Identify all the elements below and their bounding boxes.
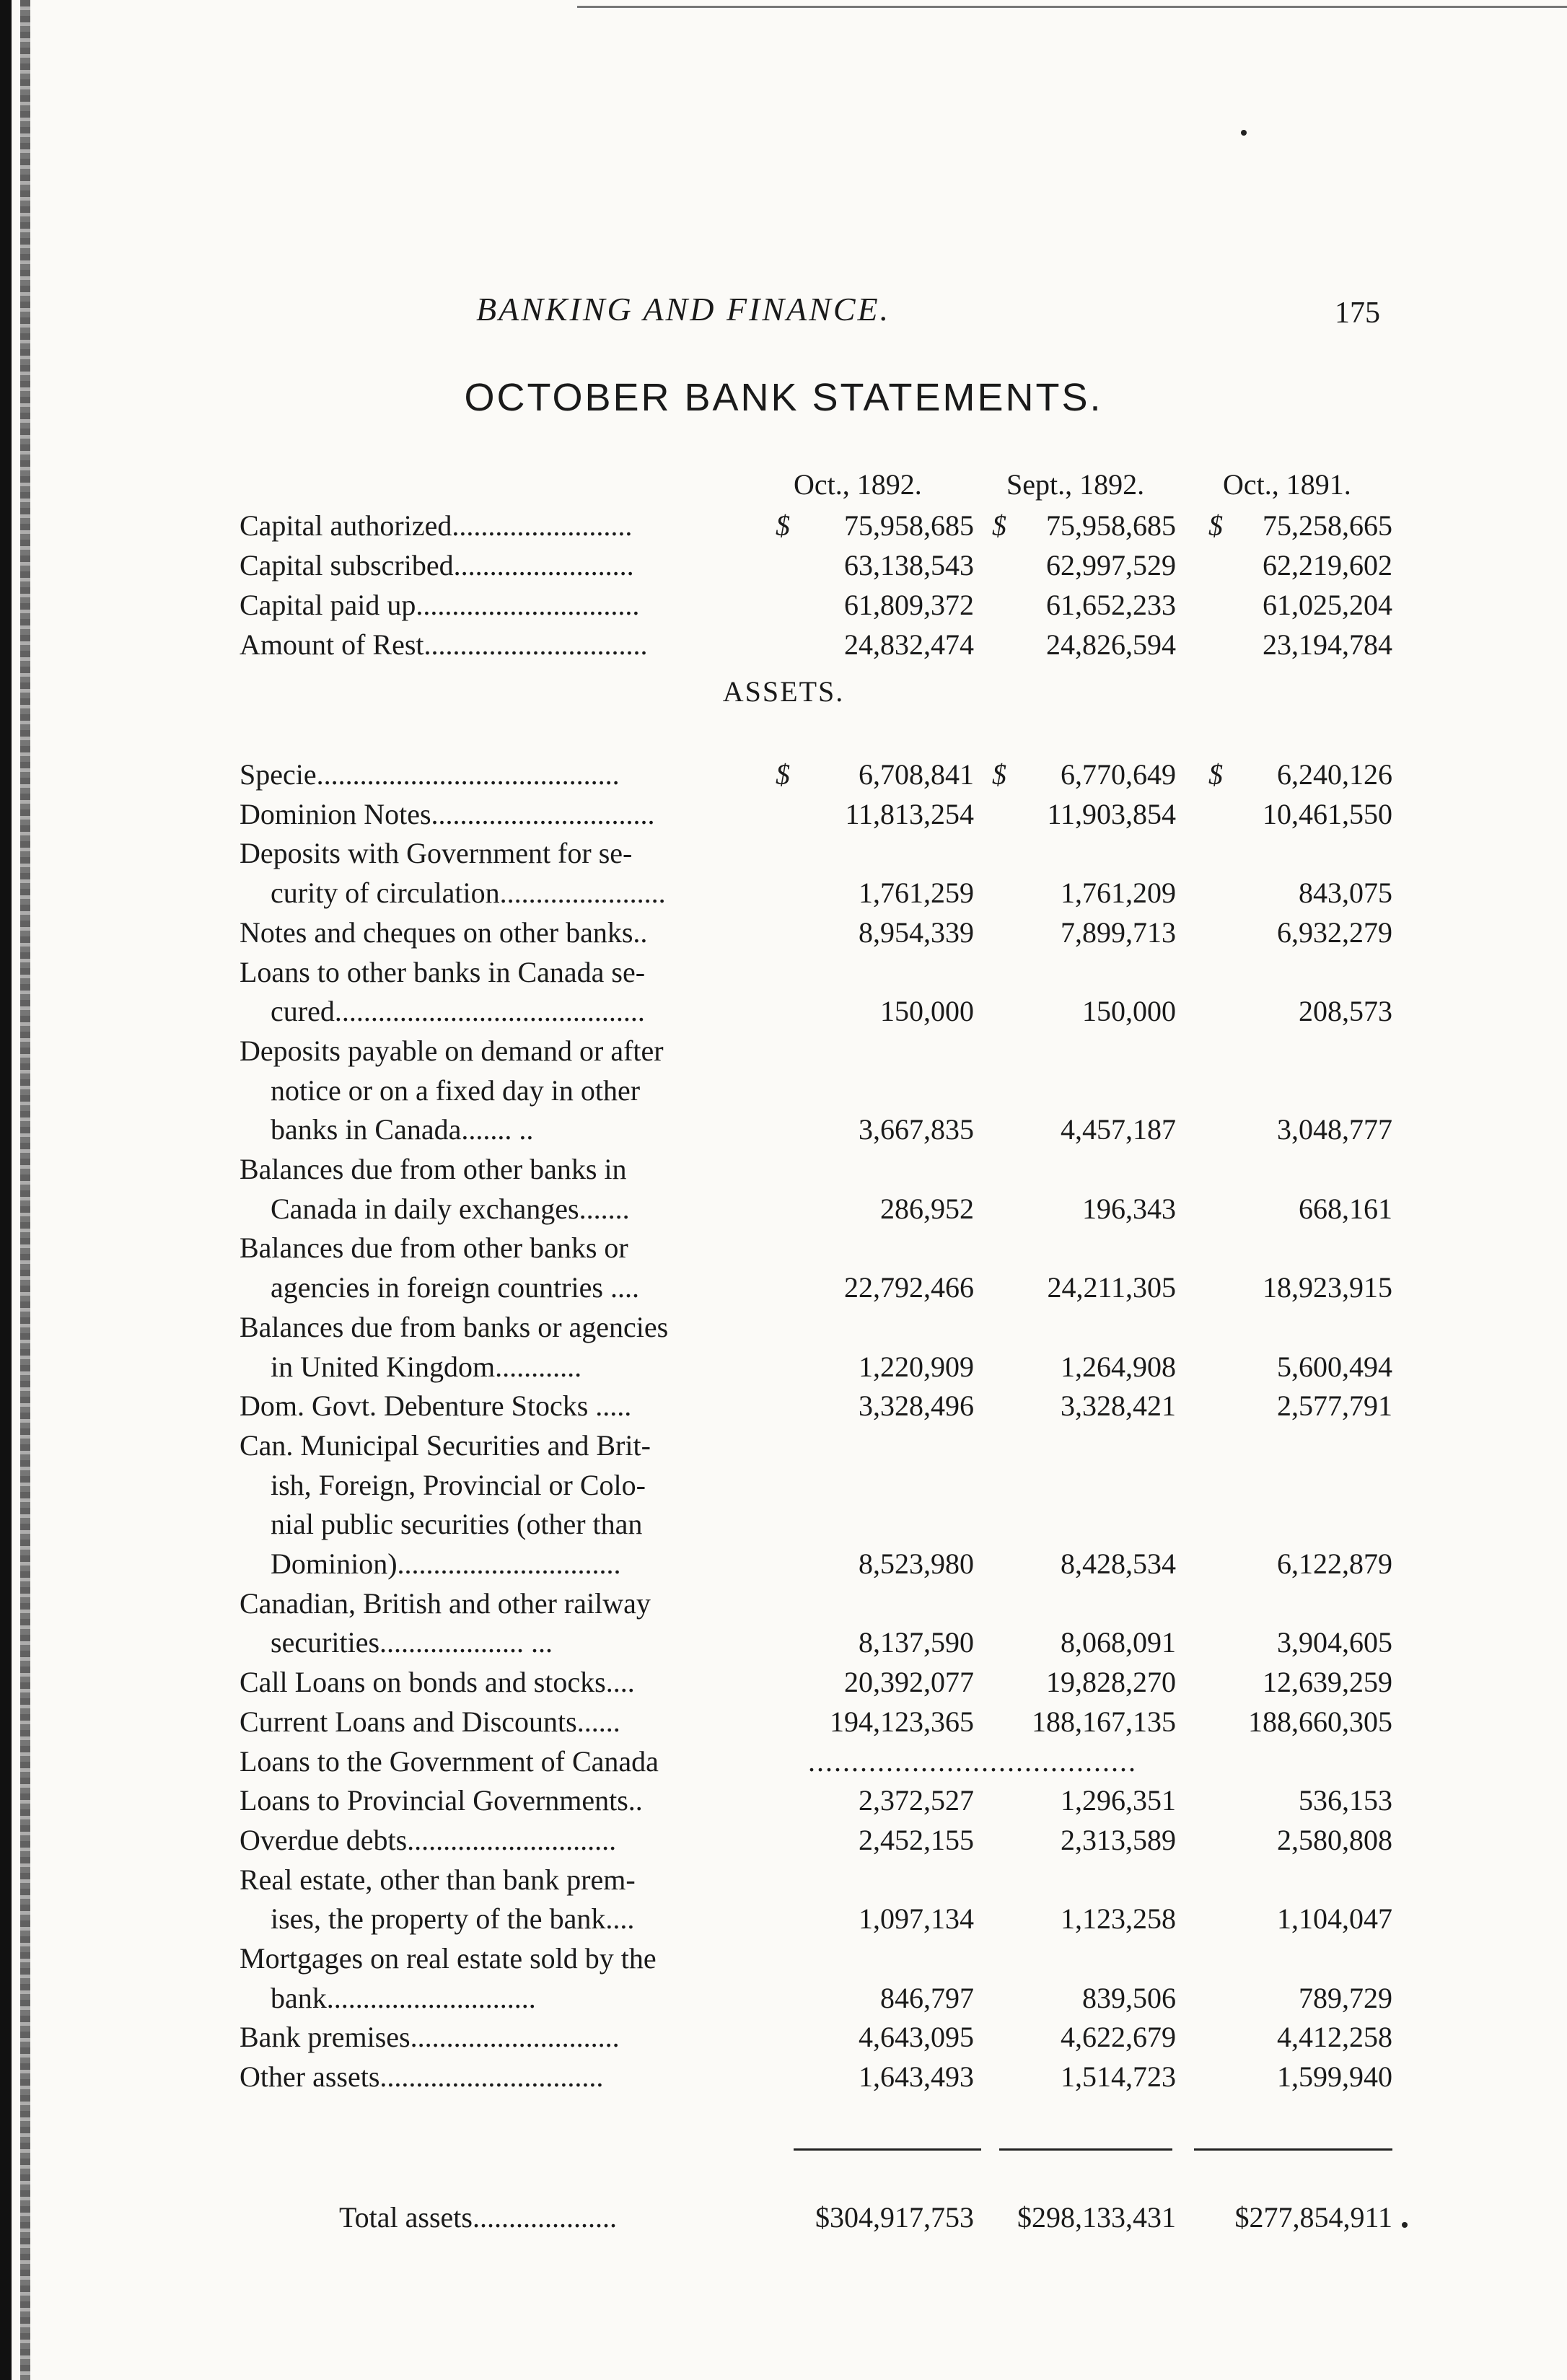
table-row	[0, 1705, 1567, 1744]
row-label: Deposits with Government for se-	[240, 837, 633, 870]
row-label: nial public securities (other than	[271, 1508, 643, 1541]
row-label: banks in Canada....... ..	[271, 1113, 534, 1146]
table-row	[0, 1823, 1567, 1863]
row-value-col-3: 62,219,602	[1263, 549, 1392, 581]
row-value-col-3: 18,923,915	[1263, 1271, 1392, 1304]
total-oct-1891: $277,854,911	[1234, 2201, 1392, 2234]
row-value-col-3: 75,258,665	[1263, 509, 1392, 542]
row-label: Balances due from other banks in	[240, 1153, 627, 1185]
table-row	[0, 1625, 1567, 1665]
page-number: 175	[1335, 297, 1380, 330]
row-label: ish, Foreign, Provincial or Colo-	[271, 1468, 646, 1501]
row-value-col-1: 20,392,077	[844, 1666, 974, 1699]
row-value-col-1: 3,328,496	[859, 1389, 974, 1423]
table-row	[0, 876, 1567, 915]
table-row	[0, 2020, 1567, 2060]
row-dot-leader: ......................................	[808, 1744, 1137, 1778]
row-value-col-2: 8,428,534	[1061, 1547, 1176, 1580]
row-value-col-3: 5,600,494	[1277, 1350, 1392, 1383]
row-label: curity of circulation.......................	[271, 877, 666, 910]
table-row	[0, 1902, 1567, 1941]
row-label: Loans to other banks in Canada se-	[240, 955, 646, 988]
table-row	[0, 1981, 1567, 2021]
table-row	[0, 1468, 1567, 1508]
total-rule	[999, 2148, 1172, 2151]
row-value-col-2: 8,068,091	[1061, 1626, 1176, 1659]
row-label: Current Loans and Discounts......	[240, 1705, 620, 1738]
row-label: Mortgages on real estate sold by the	[240, 1942, 657, 1975]
section-title: OCTOBER BANK STATEMENTS.	[464, 376, 1103, 419]
table-row	[0, 1744, 1567, 1784]
row-label: Canada in daily exchanges.......	[271, 1192, 630, 1225]
row-label: Call Loans on bonds and stocks....	[240, 1666, 635, 1699]
row-value-col-2: 62,997,529	[1046, 549, 1176, 581]
row-value-col-3: 843,075	[1299, 877, 1392, 910]
row-value-col-3: 1,599,940	[1277, 2060, 1392, 2094]
table-row	[0, 628, 1567, 667]
total-rule	[794, 2148, 981, 2151]
row-value-col-2: 188,167,135	[1032, 1705, 1176, 1738]
table-row	[0, 1270, 1567, 1310]
row-label: Balances due from banks or agencies	[240, 1310, 669, 1343]
row-value-col-2: 196,343	[1082, 1192, 1176, 1225]
total-rule	[1194, 2148, 1392, 2151]
table-row	[0, 1783, 1567, 1823]
row-value-col-2: 1,296,351	[1061, 1784, 1176, 1817]
row-value-col-2: 6,770,649	[1061, 758, 1176, 791]
row-label: Dom. Govt. Debenture Stocks .....	[240, 1389, 632, 1423]
row-value-col-3: 2,577,791	[1277, 1389, 1392, 1423]
row-value-col-3: 2,580,808	[1277, 1823, 1392, 1856]
table-row	[0, 1547, 1567, 1586]
table-row	[0, 1231, 1567, 1270]
table-row	[0, 548, 1567, 588]
row-label: securities.................... ...	[271, 1626, 553, 1659]
scan-top-line	[577, 6, 1567, 8]
table-row	[0, 1073, 1567, 1113]
row-label: Notes and cheques on other banks..	[240, 915, 648, 949]
table-row	[0, 1428, 1567, 1468]
row-value-col-1: 286,952	[880, 1192, 974, 1225]
row-value-col-1: 2,372,527	[859, 1784, 974, 1817]
row-value-col-1: 1,220,909	[859, 1350, 974, 1383]
row-label: Dominion)...............................	[271, 1547, 621, 1580]
row-value-col-3: 61,025,204	[1263, 589, 1392, 621]
row-label: Loans to Provincial Governments..	[240, 1784, 643, 1817]
row-value-col-1: 63,138,543	[844, 549, 974, 581]
row-label: cured...........................................	[271, 995, 645, 1028]
row-value-col-2: 839,506	[1082, 1981, 1176, 2014]
scan-speck	[1241, 130, 1247, 136]
row-label: Canadian, British and other railway	[240, 1586, 651, 1620]
row-value-col-3: 12,639,259	[1263, 1666, 1392, 1699]
column-header-oct-1892: Oct., 1892.	[794, 468, 922, 501]
row-value-col-1: 8,137,590	[859, 1626, 974, 1659]
row-value-col-3: 23,194,784	[1263, 628, 1392, 661]
row-label: Specie..........................................	[240, 758, 620, 791]
table-row	[0, 1389, 1567, 1428]
row-value-col-2: 11,903,854	[1047, 797, 1176, 830]
row-value-col-1: 1,761,259	[859, 877, 974, 910]
table-row	[0, 588, 1567, 628]
total-assets-row	[0, 2200, 1567, 2240]
row-value-col-2: 2,313,589	[1061, 1823, 1176, 1856]
row-label: Other assets...............................	[240, 2060, 604, 2094]
table-row	[0, 1665, 1567, 1705]
table-row	[0, 1310, 1567, 1350]
table-row	[0, 1112, 1567, 1152]
row-value-col-3: 6,240,126	[1277, 758, 1392, 791]
row-value-col-3: 3,048,777	[1277, 1113, 1392, 1146]
total-oct-1892: $304,917,753	[815, 2201, 974, 2234]
table-row	[0, 1034, 1567, 1073]
table-row	[0, 1507, 1567, 1547]
row-value-col-1: 846,797	[880, 1981, 974, 2014]
row-label: Deposits payable on demand or after	[240, 1034, 664, 1067]
row-value-col-3: 668,161	[1299, 1192, 1392, 1225]
row-value-col-2: 61,652,233	[1046, 589, 1176, 621]
row-value-col-2: 7,899,713	[1061, 915, 1176, 949]
row-value-col-3: 536,153	[1299, 1784, 1392, 1817]
table-row	[0, 1192, 1567, 1231]
row-value-col-2: 1,264,908	[1061, 1350, 1176, 1383]
table-row	[0, 2060, 1567, 2099]
row-value-col-1: 1,097,134	[859, 1902, 974, 1936]
row-label: Real estate, other than bank prem-	[240, 1863, 636, 1896]
row-label: Bank premises.............................	[240, 2021, 620, 2054]
row-value-col-3: 208,573	[1299, 995, 1392, 1028]
dollar-sign: $	[992, 509, 1006, 542]
row-value-col-2: 24,826,594	[1046, 628, 1176, 661]
row-value-col-2: 24,211,305	[1047, 1271, 1176, 1304]
row-label: Balances due from other banks or	[240, 1231, 628, 1265]
row-value-col-2: 3,328,421	[1061, 1389, 1176, 1423]
row-value-col-2: 1,514,723	[1061, 2060, 1176, 2094]
dollar-sign: $	[1208, 758, 1223, 791]
row-label: Can. Municipal Securities and Brit-	[240, 1428, 651, 1462]
dollar-sign: $	[776, 509, 790, 542]
row-value-col-1: 8,523,980	[859, 1547, 974, 1580]
row-label: Capital paid up...............................	[240, 589, 640, 621]
row-label: in United Kingdom............	[271, 1350, 582, 1383]
row-value-col-2: 1,761,209	[1061, 877, 1176, 910]
row-value-col-1: 24,832,474	[844, 628, 974, 661]
table-row	[0, 1941, 1567, 1981]
row-value-col-1: 1,643,493	[859, 2060, 974, 2094]
row-value-col-1: 4,643,095	[859, 2021, 974, 2054]
dollar-sign: $	[992, 758, 1006, 791]
assets-heading: ASSETS.	[722, 675, 845, 708]
row-value-col-1: 3,667,835	[859, 1113, 974, 1146]
row-value-col-1: 11,813,254	[845, 797, 974, 830]
table-row	[0, 1863, 1567, 1902]
row-value-col-3: 3,904,605	[1277, 1626, 1392, 1659]
row-value-col-1: 2,452,155	[859, 1823, 974, 1856]
row-value-col-1: 8,954,339	[859, 915, 974, 949]
row-value-col-1: 75,958,685	[844, 509, 974, 542]
table-row	[0, 915, 1567, 955]
row-value-col-2: 75,958,685	[1046, 509, 1176, 542]
table-row	[0, 1152, 1567, 1192]
row-value-col-2: 4,622,679	[1061, 2021, 1176, 2054]
row-value-col-2: 1,123,258	[1061, 1902, 1176, 1936]
row-label: notice or on a fixed day in other	[271, 1073, 641, 1107]
total-assets-label: Total assets....................	[339, 2201, 617, 2234]
row-value-col-1: 6,708,841	[859, 758, 974, 791]
row-label: Overdue debts.............................	[240, 1823, 617, 1856]
row-value-col-1: 61,809,372	[844, 589, 974, 621]
total-sept-1892: $298,133,431	[1017, 2201, 1176, 2234]
column-header-sept-1892: Sept., 1892.	[1006, 468, 1145, 501]
row-value-col-1: 22,792,466	[844, 1271, 974, 1304]
table-row	[0, 955, 1567, 995]
row-value-col-2: 150,000	[1082, 995, 1176, 1028]
table-row	[0, 1350, 1567, 1389]
row-value-col-3: 188,660,305	[1248, 1705, 1392, 1738]
table-row	[0, 758, 1567, 797]
column-header-oct-1891: Oct., 1891.	[1223, 468, 1351, 501]
running-head-title: BANKING AND FINANCE.	[476, 291, 891, 328]
row-label: Loans to the Government of Canada	[240, 1744, 659, 1778]
table-row	[0, 797, 1567, 837]
row-label: bank.............................	[271, 1981, 536, 2014]
row-value-col-1: 194,123,365	[830, 1705, 974, 1738]
row-value-col-3: 6,122,879	[1277, 1547, 1392, 1580]
row-label: Capital subscribed.........................	[240, 549, 634, 581]
table-row	[0, 994, 1567, 1034]
dollar-sign: $	[1208, 509, 1223, 542]
row-value-col-3: 789,729	[1299, 1981, 1392, 2014]
row-value-col-2: 4,457,187	[1061, 1113, 1176, 1146]
dollar-sign: $	[776, 758, 790, 791]
row-value-col-1: 150,000	[880, 995, 974, 1028]
table-row	[0, 509, 1567, 548]
row-value-col-2: 19,828,270	[1046, 1666, 1176, 1699]
row-label: Amount of Rest...............................	[240, 628, 648, 661]
table-row	[0, 836, 1567, 876]
row-value-col-3: 6,932,279	[1277, 915, 1392, 949]
row-label: ises, the property of the bank....	[271, 1902, 635, 1936]
row-value-col-3: 1,104,047	[1277, 1902, 1392, 1936]
row-label: Capital authorized.........................	[240, 509, 633, 542]
row-label: agencies in foreign countries ....	[271, 1271, 639, 1304]
row-value-col-3: 10,461,550	[1263, 797, 1392, 830]
table-row	[0, 1586, 1567, 1626]
row-label: Dominion Notes...............................	[240, 797, 655, 830]
row-value-col-3: 4,412,258	[1277, 2021, 1392, 2054]
